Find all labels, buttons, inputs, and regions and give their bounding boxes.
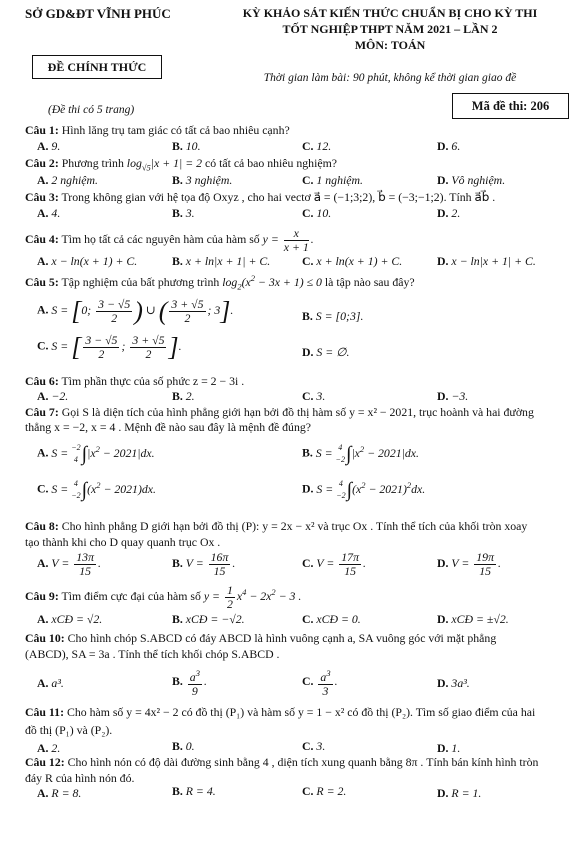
question-8-line-2: tạo thành khi cho D quay quanh trục Ox . (25, 535, 221, 549)
option-c (302, 139, 331, 154)
question-text: Cho hình phẳng D giới hạn bởi đồ thị (P): y = 2x − x² và trục Ox . Tính thể tích của khối tròn xoay (61, 519, 528, 533)
question-text: Cho hình nón có độ dài đường sinh bằng 4 , diện tích xung quanh bằng 8π . Tính bán kính hình tròn (67, 755, 539, 769)
option-text: 2. (448, 206, 461, 220)
option-d (437, 254, 536, 269)
option-text: 3a³. (448, 676, 470, 690)
exam-code-box: Mã đề thi: 206 (452, 93, 569, 119)
option-letter: A. (37, 786, 49, 800)
option-letter: D. (437, 786, 449, 800)
option-letter: B. (172, 173, 183, 187)
option-c: C. $\frac{a^3}{3}$ . (302, 668, 338, 698)
page-count: (Đề thi có 5 trang) (48, 104, 135, 116)
option-letter: D. (437, 389, 449, 403)
option-text: 2 nghiệm. (48, 173, 98, 187)
question-label: Câu 6: (25, 374, 59, 388)
option-c (302, 784, 346, 799)
option-text: 6. (448, 139, 461, 153)
option-letter: C. (302, 739, 314, 753)
question-text: Cho hàm số y = 4x² − 2 có đồ thị (P₁) và hàm số y = 1 − x² có đồ thị (P₂). Tìm số giao điểm của hai (66, 705, 536, 719)
option-text: 12. (313, 139, 332, 153)
option-c (302, 389, 325, 404)
option-text: 2. (48, 741, 61, 755)
option-a: A. S = [0; $\frac{3 - √5}{2}$ ) ∪ ( $\frac{3 + √5}{2}$ ; 3]. (37, 296, 234, 325)
option-text: xCĐ = −√2. (182, 612, 245, 626)
question-6 (25, 374, 244, 389)
option-text: 3. (182, 206, 195, 220)
option-a (37, 676, 64, 691)
option-b (172, 739, 195, 754)
option-letter: C. (302, 206, 314, 220)
question-text: Hình lăng trụ tam giác có tất cả bao nhiêu cạnh? (61, 123, 290, 137)
option-b (172, 784, 216, 799)
option-text: S = [0;3]. (312, 309, 364, 323)
question-11 (25, 705, 535, 720)
question-label: Câu 2: (25, 156, 59, 170)
question-9 (25, 584, 301, 611)
option-text: 3. (313, 739, 326, 753)
option-letter: B. (172, 139, 183, 153)
option-text: R = 4. (182, 784, 216, 798)
option-c (302, 254, 402, 269)
option-text: xCĐ = ±√2. (448, 612, 509, 626)
question-text: Trong không gian với hệ tọa độ Oxyz , cho hai vectơ a⃗ = (−1;3;2), b⃗ = (−3;−1;2). Tính a⃗b⃗ . (61, 190, 496, 204)
option-d (437, 786, 481, 801)
option-text: 10. (182, 139, 201, 153)
question-4 (25, 227, 314, 254)
option-letter: A. (37, 139, 49, 153)
question-3 (25, 190, 495, 205)
option-text: 1. (448, 741, 461, 755)
option-letter: B. (172, 206, 183, 220)
option-b (172, 206, 195, 221)
option-text: −3. (448, 389, 469, 403)
option-b: B. $\frac{a^3}{9}$ . (172, 668, 207, 698)
option-d (437, 741, 460, 756)
option-d: D. V = $\frac{19\pi}{15}$ . (437, 550, 501, 578)
option-text: 4. (48, 206, 61, 220)
option-d (437, 139, 460, 154)
option-text: 9. (48, 139, 61, 153)
option-d: D. S = 4 $-2\int(x^2 - 2021)^2dx$. (302, 478, 426, 501)
question-text: Phương trình (61, 156, 124, 170)
option-letter: B. (172, 254, 183, 268)
option-letter: C. (302, 389, 314, 403)
option-b (172, 254, 270, 269)
time-limit: Thời gian làm bài: 90 phút, không kể thời gian giao đề (263, 72, 517, 84)
option-text: a³. (48, 676, 64, 690)
option-letter: D. (437, 676, 449, 690)
option-a (37, 741, 60, 756)
option-c: C. V = $\frac{17\pi}{15}$ . (302, 550, 366, 578)
option-text: 1 nghiệm. (313, 173, 363, 187)
function-formula: y = $\frac{x}{x + 1}$ . (262, 226, 314, 254)
question-12 (25, 755, 538, 770)
option-c: C. S = [ $\frac{3 - √5}{2}$ ; $\frac{3 + √5}{2}$ ]. (37, 332, 182, 361)
option-text: x − ln(x + 1) + C. (48, 254, 138, 268)
option-letter: A. (37, 741, 49, 755)
question-7 (25, 405, 534, 420)
question-10-line-2: (ABCD), SA = 3a . Tính thể tích khối chóp S.ABCD . (25, 647, 280, 661)
option-b: B. S = 4 $-2\int|x^2 - 2021|dx$. (302, 442, 419, 465)
question-text: Cho hình chóp S.ABCD có đáy ABCD là hình vuông cạnh a, SA vuông góc với mặt phẳng (67, 631, 497, 645)
option-a (37, 173, 98, 188)
option-d (302, 345, 349, 360)
inequality: $\log_2(x^2 - 3x + 1) \le 0$ (222, 273, 322, 292)
question-label: Câu 4: (25, 232, 59, 247)
option-a (37, 389, 68, 404)
question-label: Câu 10: (25, 631, 65, 645)
option-text: x + ln(x + 1) + C. (313, 254, 403, 268)
option-text: S = ∅. (313, 345, 350, 359)
option-text: 10. (313, 206, 332, 220)
question-10 (25, 631, 496, 646)
option-letter: D. (437, 206, 449, 220)
question-text: Tìm phần thực của số phức z = 2 − 3i . (61, 374, 245, 388)
option-letter: B. (172, 739, 183, 753)
option-b (172, 173, 232, 188)
option-b: B. V = $\frac{16\pi}{15}$ . (172, 550, 236, 578)
option-a (37, 206, 60, 221)
option-text: xCĐ = 0. (313, 612, 361, 626)
option-a (37, 139, 60, 154)
option-d (437, 389, 468, 404)
function-formula: y = $\frac{1}{2}$ $x^4 - 2x^2 - 3$ . (203, 583, 302, 611)
option-text: R = 2. (313, 784, 347, 798)
option-a (37, 786, 81, 801)
option-c (302, 739, 325, 754)
option-letter: A. (37, 173, 49, 187)
question-11-line-2: đồ thị (P₁) và (P₂). (25, 723, 113, 737)
question-text: Tìm họ tất cả các nguyên hàm của hàm số (61, 232, 260, 247)
option-a: A. S = −2 4 $\int|x^2 - 2021|dx$. (37, 442, 155, 465)
option-c: C. S = 4 $-2\int(x^2 - 2021)dx$. (37, 478, 156, 501)
question-12-line-2: đáy R của hình nón đó. (25, 771, 135, 785)
question-label: Câu 5: (25, 274, 59, 289)
option-letter: B. (172, 612, 183, 626)
option-letter: D. (437, 139, 449, 153)
option-text: −2. (48, 389, 69, 403)
subject-title: MÔN: TOÁN (354, 38, 426, 52)
question-text: Tìm điểm cực đại của hàm số (61, 589, 201, 604)
option-letter: A. (37, 206, 49, 220)
option-c (302, 173, 363, 188)
option-letter: C. (302, 139, 314, 153)
question-1 (25, 123, 290, 138)
question-label: Câu 7: (25, 405, 59, 419)
option-c (302, 206, 331, 221)
option-c (302, 612, 361, 627)
option-a (37, 612, 102, 627)
option-letter: D. (437, 254, 449, 268)
option-text: 3 nghiệm. (182, 173, 233, 187)
option-letter: B. (172, 389, 183, 403)
option-letter: A. (37, 389, 49, 403)
question-label: Câu 3: (25, 190, 59, 204)
option-text: 2. (182, 389, 195, 403)
option-b (172, 612, 245, 627)
option-text: x + ln|x + 1| + C. (182, 254, 271, 268)
question-text: Gọi S là diện tích của hình phẳng giới hạn bởi đồ thị hàm số y = x² − 2021, trục hoành và hai đường (61, 405, 534, 419)
question-text: có tất cả bao nhiêu nghiệm? (205, 156, 338, 170)
option-text: 0. (182, 739, 195, 753)
exam-title-line-2: TỐT NGHIỆP THPT NĂM 2021 – LẦN 2 (282, 22, 498, 36)
option-d (437, 173, 505, 188)
option-letter: B. (172, 784, 183, 798)
equation: $\log_{√5}|x + 1| = 2$ (126, 156, 203, 173)
question-label: Câu 11: (25, 705, 65, 719)
question-8 (25, 519, 527, 534)
option-text: Vô nghiệm. (448, 173, 506, 187)
question-label: Câu 9: (25, 589, 59, 604)
question-text: Tập nghiệm của bất phương trình (61, 274, 220, 289)
option-letter: D. (437, 741, 449, 755)
option-text: R = 8. (48, 786, 82, 800)
option-letter: C. (302, 612, 314, 626)
option-a: A. V = $\frac{13\pi}{15}$ . (37, 550, 101, 578)
option-d (437, 612, 509, 627)
option-text: x − ln|x + 1| + C. (448, 254, 536, 268)
department-name: SỞ GD&ĐT VĨNH PHÚC (25, 6, 171, 21)
option-letter: C. (302, 173, 314, 187)
option-letter: A. (37, 676, 49, 690)
option-letter: C. (302, 784, 314, 798)
option-d (437, 676, 470, 691)
option-text: R = 1. (448, 786, 482, 800)
option-b (172, 139, 201, 154)
option-b (172, 389, 195, 404)
option-letter: D. (302, 345, 314, 359)
question-label: Câu 8: (25, 519, 59, 533)
question-label: Câu 12: (25, 755, 65, 769)
question-text: là tập nào sau đây? (324, 274, 415, 289)
option-letter: C. (302, 254, 314, 268)
option-a (37, 254, 137, 269)
option-letter: A. (37, 612, 49, 626)
question-7-line-2: thẳng x = −2, x = 4 . Mệnh đề nào sau đây là mệnh đề đúng? (25, 420, 311, 434)
option-text: xCĐ = √2. (48, 612, 103, 626)
exam-title-line-1: KỲ KHẢO SÁT KIẾN THỨC CHUẨN BỊ CHO KỲ THI (242, 6, 538, 20)
question-5 (25, 273, 415, 291)
question-label: Câu 1: (25, 123, 59, 137)
option-letter: D. (437, 173, 449, 187)
question-2 (25, 156, 337, 172)
option-letter: A. (37, 254, 49, 268)
official-exam-badge: ĐỀ CHÍNH THỨC (32, 55, 162, 79)
option-letter: D. (437, 612, 449, 626)
option-letter: B. (302, 309, 313, 323)
option-b (302, 309, 363, 324)
option-text: 3. (313, 389, 326, 403)
option-d (437, 206, 460, 221)
